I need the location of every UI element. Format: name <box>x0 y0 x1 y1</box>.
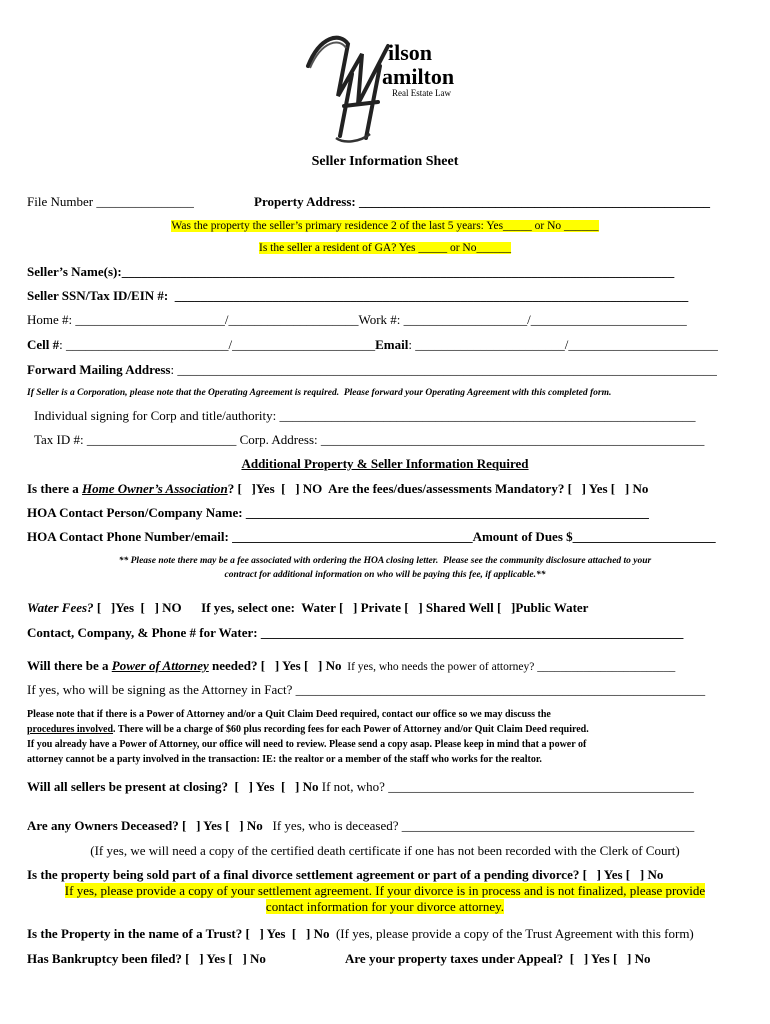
deceased-q: Are any Owners Deceased? [ ] Yes [ ] No <box>27 818 263 833</box>
poa-question[interactable] <box>27 658 675 675</box>
hoa-question[interactable] <box>27 481 648 497</box>
forward-blank: : ___________________________________________________________________________________ <box>170 362 717 377</box>
trust-note: (If yes, please provide a copy of the Trust Agreement with this form) <box>329 926 694 941</box>
poa-note-line2 <box>27 722 589 737</box>
poa-who-field: If yes, who needs the power of attorney? ________________________ <box>341 661 676 673</box>
trust-question[interactable] <box>27 926 694 942</box>
hoa-fee-note-line2: contract for additional information on who will be paying this fee, if applicable.** <box>224 570 546 580</box>
poa-note-line4: attorney cannot be a party involved in the transaction: IE: the realtor or a member of the staff who works for the realtor. <box>27 754 542 765</box>
poa-note-line1: Please note that if there is a Power of Attorney and/or a Quit Claim Deed required, contact our office so we may discuss the <box>27 709 551 720</box>
corporation-note: If Seller is a Corporation, please note that the Operating Agreement is required. Please forward your Operating Agreement with this completed form. <box>27 388 612 398</box>
water-fees-question[interactable] <box>27 600 588 616</box>
email-label: Email <box>375 337 409 352</box>
home-work-phone-field[interactable]: Home #: _______________________/____________________Work #: ___________________/________________________ <box>27 312 687 327</box>
cell-blank: : _________________________/______________________ <box>59 337 376 352</box>
email-blank: : _______________________/_______________________ <box>408 337 718 352</box>
cell-label: Cell # <box>27 337 60 352</box>
page-title: Seller Information Sheet <box>311 154 459 169</box>
procedures-term: procedures involved <box>27 724 114 735</box>
hoa-fee-note-line1: ** Please note there may be a fee associated with ordering the HOA closing letter. Please see the community disclosure attached to your <box>118 556 652 566</box>
deceased-note: (If yes, we will need a copy of the certified death certificate if one has not been recorded with the Clerk of Court) <box>90 843 680 858</box>
forward-mailing-field[interactable] <box>27 362 717 378</box>
logo-line2: amilton <box>382 64 455 89</box>
divorce-note-line2: contact information for your divorce attorney. <box>265 899 505 914</box>
primary-residence-question[interactable]: Was the property the seller’s primary residence 2 of the last 5 years: Yes_____ or No ______ <box>171 220 599 232</box>
poa-term: Power of Attorney <box>111 658 209 673</box>
poa-signing-field[interactable]: If yes, who will be signing as the Attorney in Fact? _______________________________________________________________ <box>27 682 706 697</box>
logo-line1: ilson <box>388 40 433 65</box>
hoa-q-suffix: ? [ ]Yes [ ] NO Are the fees/dues/assessments Mandatory? [ ] Yes [ ] No <box>227 481 649 496</box>
forward-label: Forward Mailing Address <box>27 362 171 377</box>
deceased-who: If yes, who is deceased? _____________________________________________ <box>262 818 695 833</box>
poa-suffix: needed? [ ] Yes [ ] No <box>208 658 342 673</box>
divorce-note-line1: If yes, please provide a copy of your settlement agreement. If your divorce is in process and is not finalized, please provide <box>64 883 706 898</box>
company-logo <box>300 26 480 146</box>
all-sellers-question[interactable] <box>27 779 694 795</box>
property-address-field[interactable]: Property Address: ______________________________________________________ <box>254 194 710 209</box>
hoa-q-prefix: Is there a <box>27 481 83 496</box>
all-sellers-q: Will all sellers be present at closing? [ ] Yes [ ] No <box>27 779 319 794</box>
all-sellers-who: If not, who? _______________________________________________ <box>318 779 694 794</box>
sellers-name-field[interactable]: Seller’s Name(s):_____________________________________________________________________________________ <box>27 264 675 279</box>
hoa-phone-field[interactable]: HOA Contact Phone Number/email: _____________________________________Amount of Dues $______________________ <box>27 529 716 544</box>
deceased-question[interactable] <box>27 818 694 834</box>
individual-signing-field[interactable]: Individual signing for Corp and title/authority: ________________________________________________________________ <box>34 408 696 423</box>
bankruptcy-question[interactable]: Has Bankruptcy been filed? [ ] Yes [ ] No <box>27 951 266 966</box>
logo-tagline: Real Estate Law <box>392 88 451 98</box>
poa-note-line3: If you already have a Power of Attorney, our office will need to review. Please send a copy asap. Please keep in mind that a power of <box>27 739 587 750</box>
water-options: [ ]Yes [ ] NO If yes, select one: Water [ ] Private [ ] Shared Well [ ]Public Water <box>93 600 589 615</box>
cell-email-field[interactable] <box>27 337 718 353</box>
hoa-term: Home Owner’s Association <box>82 481 228 496</box>
tax-appeal-question[interactable]: Are your property taxes under Appeal? [ ] Yes [ ] No <box>345 951 651 966</box>
poa-note-line2-rest: . There will be a charge of $60 plus recording fees for each Power of Attorney and/or Quit Claim Deed required. <box>113 724 589 735</box>
tax-id-field[interactable]: Tax ID #: _______________________ Corp. Address: ___________________________________________________________ <box>34 432 705 447</box>
seller-ssn-field[interactable]: Seller SSN/Tax ID/EIN #: _______________________________________________________________________________ <box>27 288 689 303</box>
trust-q: Is the Property in the name of a Trust? [ ] Yes [ ] No <box>27 926 330 941</box>
divorce-question[interactable]: Is the property being sold part of a final divorce settlement agreement or part of a pending divorce? [ ] Yes [ ] No <box>27 867 664 882</box>
file-number-field[interactable]: File Number _______________ <box>27 194 194 209</box>
water-contact-field[interactable]: Contact, Company, & Phone # for Water: _________________________________________________________________ <box>27 625 684 640</box>
poa-prefix: Will there be a <box>27 658 112 673</box>
water-label: Water Fees? <box>27 600 94 615</box>
additional-info-header: Additional Property & Seller Information Required <box>241 456 529 471</box>
ga-resident-question[interactable]: Is the seller a resident of GA? Yes _____ or No______ <box>258 242 511 254</box>
hoa-contact-field[interactable]: HOA Contact Person/Company Name: ______________________________________________________________ <box>27 505 649 520</box>
